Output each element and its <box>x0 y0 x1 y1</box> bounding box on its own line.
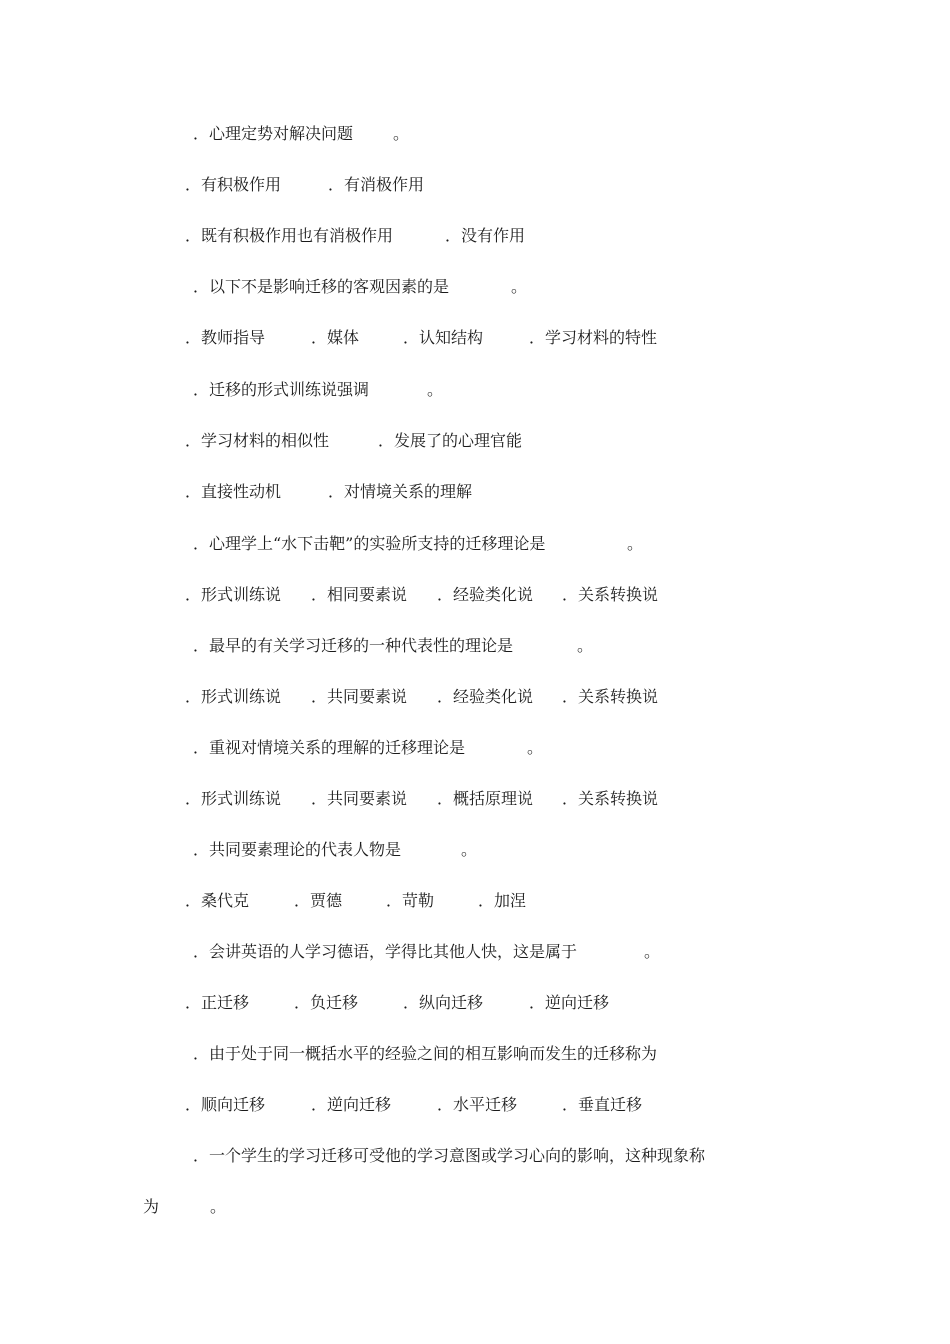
option-c: ．水平迁移 <box>437 1095 518 1114</box>
option-d: ．逆向迁移 <box>529 993 610 1012</box>
stem-blank-end: 。 <box>393 124 410 143</box>
stem-blank-end: 。 <box>627 534 644 553</box>
option-d: ．学习材料的特性 <box>529 328 658 347</box>
option-a: ．形式训练说 <box>185 789 282 808</box>
option-c: ．苛勒 <box>386 891 435 910</box>
stem-text: ．重视对情境关系的理解的迁移理论是 <box>193 738 466 757</box>
stem-blank-end: 。 <box>461 840 478 859</box>
option-d: ．关系转换说 <box>562 687 659 706</box>
stem-blank-end: 。 <box>577 636 594 655</box>
stem-blank-end: 。 <box>644 942 661 961</box>
option-a: ．学习材料的相似性 <box>185 431 330 450</box>
option-b: ．共同要素说 <box>311 789 408 808</box>
stem-blank-end: 。 <box>527 738 544 757</box>
stem-text: ．心理定势对解决问题 <box>193 124 354 143</box>
option-a: ．教师指导 <box>185 328 266 347</box>
option-a: ．正迁移 <box>185 993 250 1012</box>
stem-text: ．最早的有关学习迁移的一种代表性的理论是 <box>193 636 514 655</box>
option-c: ．认知结构 <box>403 328 484 347</box>
option-d: ．没有作用 <box>445 226 526 245</box>
option-a: ．桑代克 <box>185 891 250 910</box>
option-b: ．逆向迁移 <box>311 1095 392 1114</box>
stem-text: ．由于处于同一概括水平的经验之间的相互影响而发生的迁移称为 <box>193 1044 658 1063</box>
stem-blank-end: 。 <box>511 277 528 296</box>
option-b: ．发展了的心理官能 <box>378 431 523 450</box>
option-a: ．有积极作用 <box>185 175 282 194</box>
stem-text: ．迁移的形式训练说强调 <box>193 380 370 399</box>
option-c: ．概括原理说 <box>437 789 534 808</box>
option-b: ．媒体 <box>311 328 360 347</box>
option-b: ．贾德 <box>294 891 343 910</box>
option-d: ．关系转换说 <box>562 585 659 604</box>
stem-blank-end: 。 <box>427 380 444 399</box>
option-a: ．形式训练说 <box>185 585 282 604</box>
option-c: ．直接性动机 <box>185 482 282 501</box>
option-c: ．经验类化说 <box>437 585 534 604</box>
stem-blank-end: 。 <box>210 1197 227 1216</box>
stem-text: ．一个学生的学习迁移可受他的学习意图或学习心向的影响，这种现象称 <box>193 1146 706 1165</box>
option-d: ．垂直迁移 <box>562 1095 643 1114</box>
stem-cont-text: 为 <box>143 1197 160 1216</box>
option-b: ．有消极作用 <box>328 175 425 194</box>
option-c: ．既有积极作用也有消极作用 <box>185 226 394 245</box>
option-c: ．纵向迁移 <box>403 993 484 1012</box>
option-b: ．相同要素说 <box>311 585 408 604</box>
option-d: ．关系转换说 <box>562 789 659 808</box>
stem-text: ．心理学上“水下击靶”的实验所支持的迁移理论是 <box>193 534 546 553</box>
option-b: ．负迁移 <box>294 993 359 1012</box>
option-a: ．顺向迁移 <box>185 1095 266 1114</box>
option-c: ．经验类化说 <box>437 687 534 706</box>
option-d: ．对情境关系的理解 <box>328 482 473 501</box>
option-b: ．共同要素说 <box>311 687 408 706</box>
option-a: ．形式训练说 <box>185 687 282 706</box>
stem-text: ．以下不是影响迁移的客观因素的是 <box>193 277 450 296</box>
stem-text: ．会讲英语的人学习德语，学得比其他人快，这是属于 <box>193 942 578 961</box>
stem-text: ．共同要素理论的代表人物是 <box>193 840 402 859</box>
option-d: ．加涅 <box>478 891 527 910</box>
